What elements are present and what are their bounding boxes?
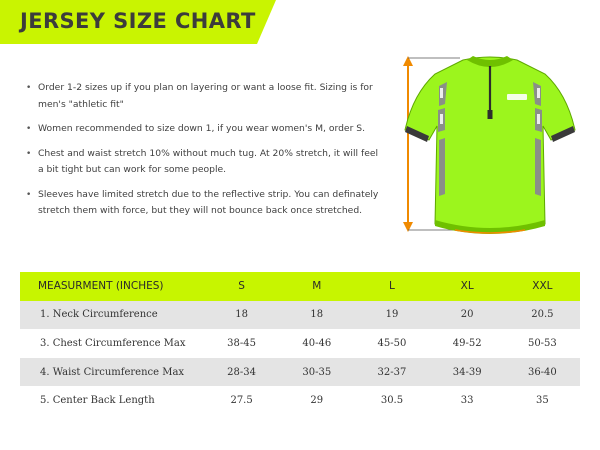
- table-cell: 18: [204, 301, 279, 330]
- table-header-row: [20, 272, 580, 301]
- note-item: • Sleeves have limited stretch due to the reflective strip. You can definately stretch them with force, but they will not bounce back once stretched.: [26, 187, 382, 220]
- row-label: 4. Waist Circumference Max: [20, 358, 204, 387]
- row-label: 5. Center Back Length: [40, 395, 155, 407]
- column-header: XL: [430, 272, 505, 301]
- table-cell: 30.5: [380, 395, 404, 407]
- table-cell: 18: [279, 301, 354, 330]
- note-item: • Chest and waist stretch 10% without much tug. At 20% stretch, it will feel a bit tight but can work for some people.: [26, 146, 382, 179]
- table-cell: 49-52: [452, 337, 482, 349]
- table-cell: 36-40: [505, 358, 580, 387]
- table-cell: 45-50: [377, 337, 407, 349]
- page-title: JERSEY SIZE CHART: [20, 9, 256, 33]
- table-cell: 35: [536, 395, 549, 407]
- sizing-notes: [26, 80, 382, 228]
- column-header: S: [204, 272, 279, 301]
- length-measure-arrow: [403, 56, 413, 232]
- table-cell: 33: [460, 395, 474, 407]
- table-row: [20, 329, 580, 358]
- note-item: • Women recommended to size down 1, if you wear women's M, order S.: [26, 121, 382, 138]
- column-header: L: [354, 272, 429, 301]
- column-header: M: [279, 272, 354, 301]
- table-cell: 34-39: [430, 358, 505, 387]
- table-cell: 30-35: [279, 358, 354, 387]
- table-cell: 50-53: [527, 337, 557, 349]
- column-header: XXL: [505, 272, 580, 301]
- table-cell: 38-45: [227, 337, 256, 349]
- row-label: 3. Chest Circumference Max: [40, 337, 186, 349]
- table-cell: 40-46: [302, 337, 332, 349]
- table-cell: 27.5: [230, 395, 253, 407]
- table-cell: 20: [430, 301, 505, 330]
- title-banner: [0, 0, 276, 44]
- table-cell: 20.5: [505, 301, 580, 330]
- cycling-jersey-icon: [395, 44, 585, 244]
- table-cell: 28-34: [204, 358, 279, 387]
- table-cell: 32-37: [354, 358, 429, 387]
- table-row: [20, 301, 580, 330]
- row-label: 1. Neck Circumference: [20, 301, 204, 330]
- table-cell: 19: [354, 301, 429, 330]
- column-header: MEASURMENT (INCHES): [20, 272, 204, 301]
- table-row: [20, 386, 580, 415]
- note-item: • Order 1-2 sizes up if you plan on layering or want a loose fit. Sizing is for men's "athletic fit": [26, 80, 382, 113]
- table-row: [20, 358, 580, 387]
- size-table: [20, 272, 580, 415]
- table-cell: 29: [310, 395, 324, 407]
